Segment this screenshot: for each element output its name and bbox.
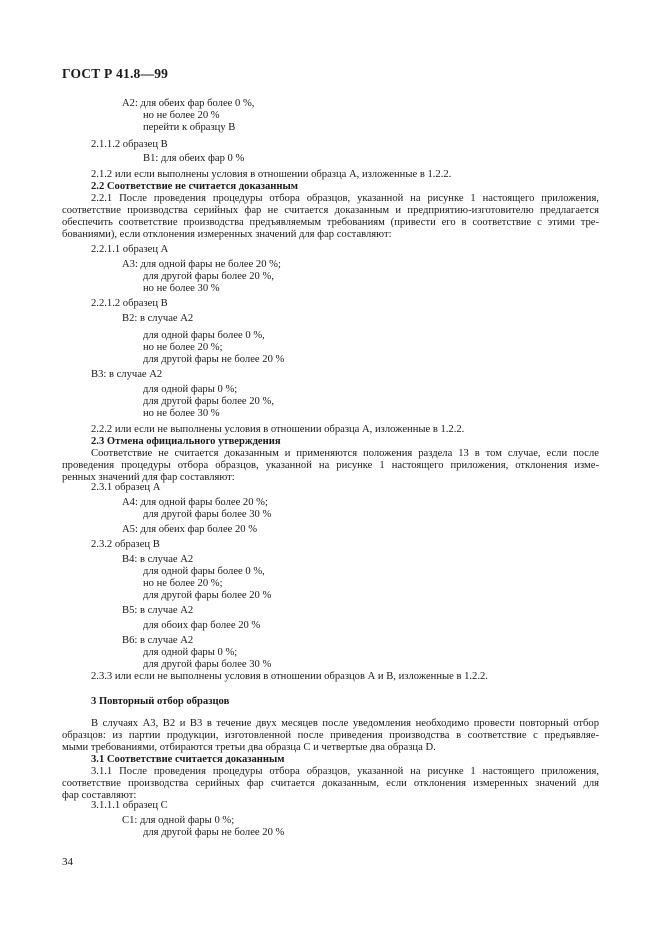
text-line: Соответствие не считается доказанным и применяются положения раздела 13 в том случае, если после xyxy=(91,448,599,459)
text-line: В2: в случае А2 xyxy=(122,313,194,324)
text-line: А2: для обеих фар более 0 %, xyxy=(122,98,255,109)
text-line: фар составляют: xyxy=(62,790,137,801)
text-line: 2.2.1.2 образец В xyxy=(91,298,168,309)
text-line: для одной фары более 0 %, xyxy=(143,566,265,577)
text-line: 2.3.2 образец В xyxy=(91,539,160,550)
text-line: образцов: из партии продукции, изготовленной после приведения производства в соответствие с предъявляе- xyxy=(62,730,599,741)
text-line: для одной фары 0 %; xyxy=(143,384,238,395)
section-heading: 2.3 Отмена официального утверждения xyxy=(91,436,281,447)
text-line: но не более 30 % xyxy=(143,283,220,294)
text-line: В1: для обеих фар 0 % xyxy=(143,153,245,164)
text-line: В5: в случае А2 xyxy=(122,605,194,616)
text-line: но не более 30 % xyxy=(143,408,220,419)
text-line: соответствие производства серийных фар не считается доказанным и предприятию-изготовителю предлагается xyxy=(62,205,599,216)
text-line: для другой фары более 30 % xyxy=(143,509,272,520)
text-line: 2.3.3 или если не выполнены условия в отношении образцов А и В, изложенные в 1.2.2. xyxy=(91,671,488,682)
text-line: А5: для обеих фар более 20 % xyxy=(122,524,258,535)
text-line: для одной фары 0 %; xyxy=(143,647,238,658)
text-line: бованиями), если отклонения измеренных значений для фар составляют: xyxy=(62,229,392,240)
text-line: но не более 20 % xyxy=(143,110,220,121)
text-line: для одной фары более 0 %, xyxy=(143,330,265,341)
text-line: ренных значений для фар составляют: xyxy=(62,472,235,483)
text-line: 2.2.2 или если не выполнены условия в отношении образца А, изложенные в 1.2.2. xyxy=(91,424,465,435)
text-line: для другой фары не более 20 % xyxy=(143,827,285,838)
text-line: 2.1.1.2 образец В xyxy=(91,139,168,150)
text-line: В3: в случае А2 xyxy=(91,369,163,380)
text-line: соответствие производства серийных фар считается доказанным, если отклонения измеренных значений для xyxy=(62,778,599,789)
document-header: ГОСТ Р 41.8—99 xyxy=(62,66,169,81)
text-line: 2.2.1.1 образец А xyxy=(91,244,169,255)
section-heading: 3 Повторный отбор образцов xyxy=(91,696,230,707)
section-heading: 2.2 Соответствие не считается доказанным xyxy=(91,181,298,192)
text-line: для другой фары более 20 %, xyxy=(143,396,274,407)
text-line: но не более 20 %; xyxy=(143,578,223,589)
text-line: В случаях А3, В2 и В3 в течение двух месяцев после уведомления необходимо провести повторный отбор xyxy=(91,718,599,729)
text-line: но не более 20 %; xyxy=(143,342,223,353)
text-line: 2.2.1 После проведения процедуры отбора образцов, указанной на рисунке 1 настоящего приложения, xyxy=(91,193,599,204)
text-line: А4: для одной фары более 20 %; xyxy=(122,497,268,508)
page-number: 34 xyxy=(62,856,73,868)
text-line: для другой фары более 20 % xyxy=(143,590,272,601)
text-line: 2.3.1 образец А xyxy=(91,482,161,493)
text-line: для другой фары не более 20 % xyxy=(143,354,285,365)
text-line: 3.1.1 После проведения процедуры отбора образцов, указанной на рисунке 1 настоящего приложения, xyxy=(91,766,599,777)
text-line: А3: для одной фары не более 20 %; xyxy=(122,259,281,270)
text-line: В4: в случае А2 xyxy=(122,554,194,565)
text-line: для другой фары более 30 % xyxy=(143,659,272,670)
text-line: обеспечить соответствие производства предъявляемым требованиям (привести его в соответствие с этими тре- xyxy=(62,217,599,228)
text-line: для обоих фар более 20 % xyxy=(143,620,261,631)
text-line: для другой фары более 20 %, xyxy=(143,271,274,282)
text-line: 2.1.2 или если выполнены условия в отношении образца А, изложенные в 1.2.2. xyxy=(91,169,452,180)
text-line: мыми требованиями, отбираются третьи два образца С и четвертые два образца D. xyxy=(62,742,436,753)
text-line: перейти к образцу В xyxy=(143,122,236,133)
text-line: 3.1.1.1 образец С xyxy=(91,800,168,811)
section-heading: 3.1 Соответствие считается доказанным xyxy=(91,754,285,765)
text-line: С1: для одной фары 0 %; xyxy=(122,815,235,826)
text-line: проведения процедуры отбора образцов, указанной на рисунке 1 настоящего приложения, отклонения изме- xyxy=(62,460,599,471)
text-line: В6: в случае А2 xyxy=(122,635,194,646)
